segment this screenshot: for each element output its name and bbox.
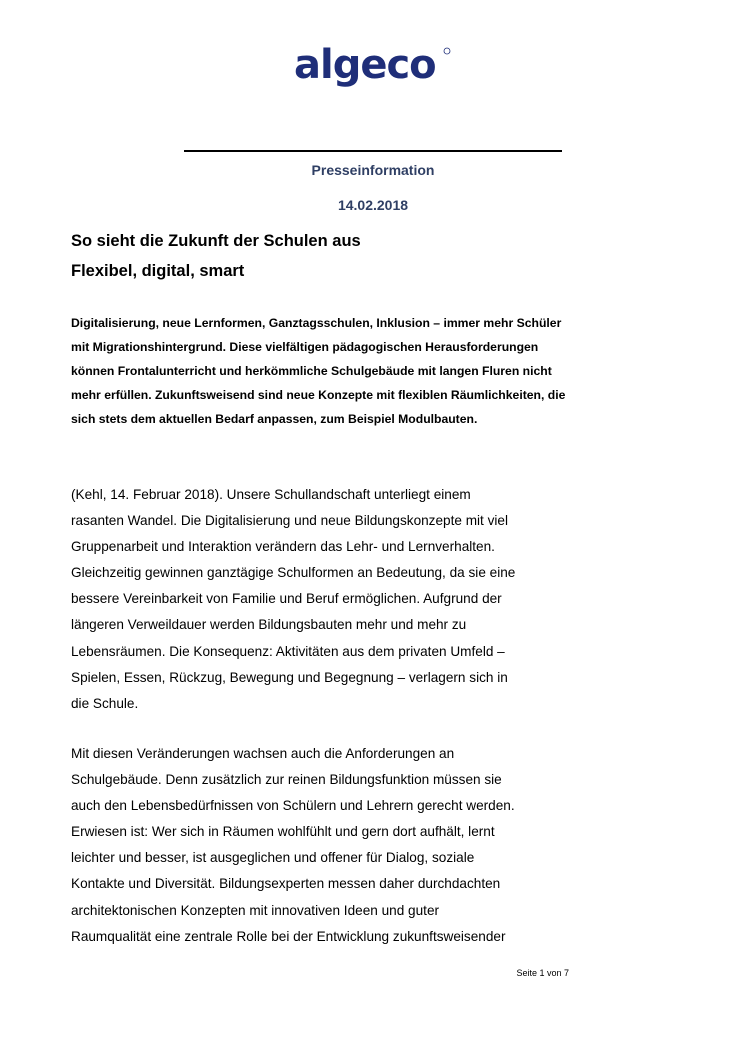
paragraph-line: bessere Vereinbarkeit von Familie und Beruf ermöglichen. Aufgrund der xyxy=(71,591,502,607)
article-lead: Digitalisierung, neue Lernformen, Ganztagsschulen, Inklusion – immer mehr Schüler mit Migrationshintergrund. Diese vielfältigen pädagogischen Herausforderungen können Frontalunterricht und herkömmliche Schulgebäude mit langen Fluren nicht mehr erfüllen. Zukunftsweisend sind neue Konzepte mit flexiblen Räumlichkeiten, die sich stets dem aktuellen Bedarf anpassen, zum Beispiel Modulbauten. xyxy=(71,316,566,426)
paragraph-line: Spielen, Essen, Rückzug, Bewegung und Begegnung – verlagern sich in xyxy=(71,669,508,685)
paragraph-line: Schulgebäude. Denn zusätzlich zur reinen Bildungsfunktion müssen sie xyxy=(71,772,502,788)
paragraph-line: Lebensräumen. Die Konsequenz: Aktivitäten aus dem privaten Umfeld – xyxy=(71,643,505,659)
page-number: Seite 1 von 7 xyxy=(516,968,569,978)
paragraph-line: Gruppenarbeit und Interaktion verändern das Lehr- und Lernverhalten. xyxy=(71,539,495,555)
paragraph-line: leichter und besser, ist ausgeglichen und offener für Dialog, soziale xyxy=(71,850,475,866)
paragraph-line: architektonischen Konzepten mit innovativen Ideen und guter xyxy=(71,902,440,918)
logo-wordmark: algeco xyxy=(294,44,436,88)
paragraph-line: Mit diesen Veränderungen wachsen auch die Anforderungen an xyxy=(71,746,455,761)
paragraph-line: auch den Lebensbedürfnissen von Schülern und Lehrern gerecht werden. xyxy=(71,798,515,814)
paragraph-line: längeren Verweildauer werden Bildungsbauten mehr und mehr zu xyxy=(71,617,467,633)
article-paragraph-1 xyxy=(71,482,581,717)
header-divider xyxy=(184,150,562,152)
paragraph-line: Erwiesen ist: Wer sich in Räumen wohlfühlt und gern dort aufhält, lernt xyxy=(71,824,495,840)
press-date: 14.02.2018 xyxy=(337,197,409,213)
paragraph-line: rasanten Wandel. Die Digitalisierung und neue Bildungskonzepte mit viel xyxy=(71,513,509,529)
article-title: So sieht die Zukunft der Schulen aus xyxy=(71,232,361,250)
paragraph-line: (Kehl, 14. Februar 2018). Unsere Schullandschaft unterliegt einem xyxy=(71,487,471,502)
algeco-logo-icon xyxy=(292,44,462,104)
registered-mark-icon xyxy=(444,48,450,54)
paragraph-line: Raumqualität eine zentrale Rolle bei der Entwicklung zukunftsweisender xyxy=(71,928,506,944)
article-subtitle: Flexibel, digital, smart xyxy=(71,262,245,280)
company-logo xyxy=(292,44,462,104)
paragraph-line: die Schule. xyxy=(71,695,139,711)
press-label: Presseinformation xyxy=(311,162,435,178)
article-paragraph-2 xyxy=(71,741,581,950)
paragraph-line: Gleichzeitig gewinnen ganztägige Schulformen an Bedeutung, da sie eine xyxy=(71,565,516,581)
paragraph-line: Kontakte und Diversität. Bildungsexperten messen daher durchdachten xyxy=(71,876,501,892)
